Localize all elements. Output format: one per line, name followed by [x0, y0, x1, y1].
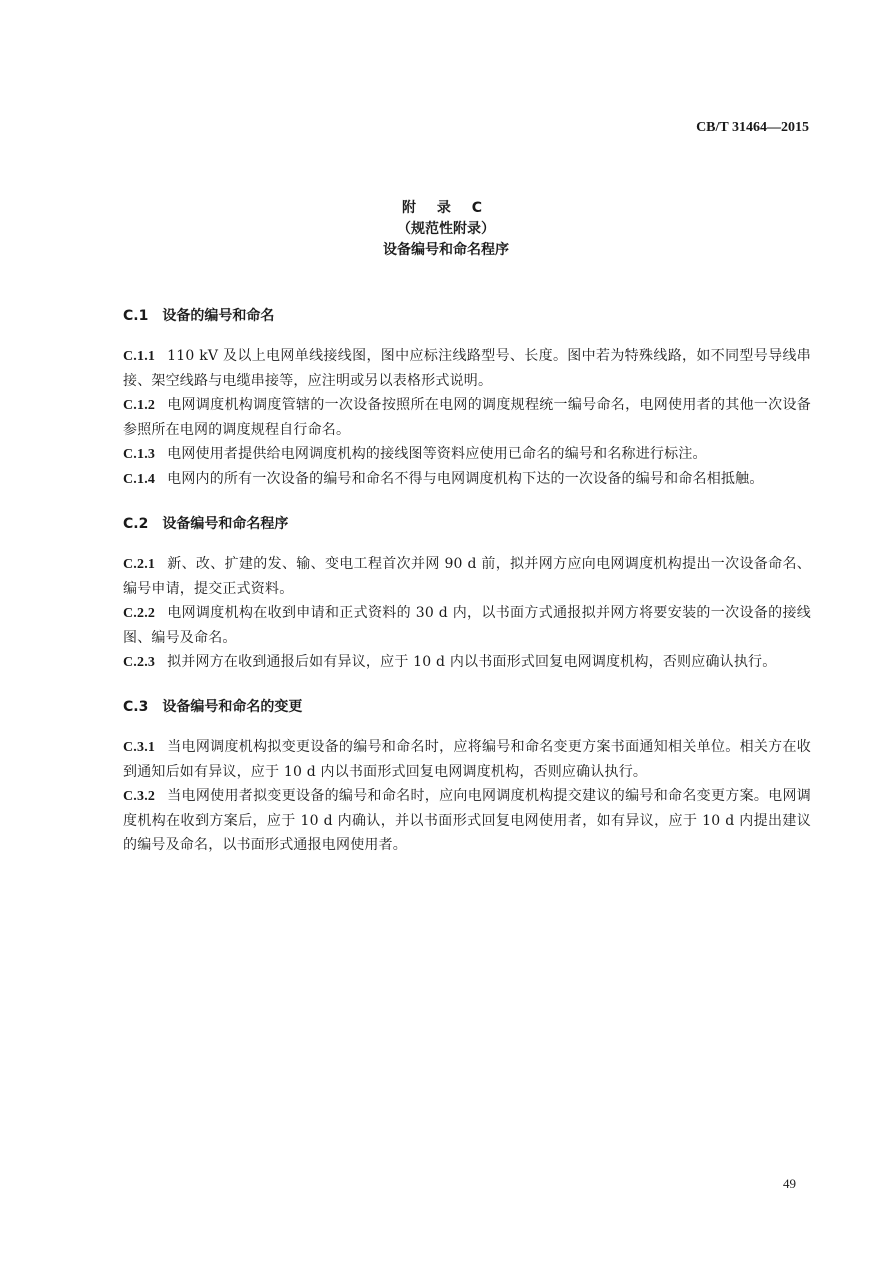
- section-number: C.3: [123, 699, 149, 715]
- standard-code: CB/T 31464—2015: [696, 120, 809, 135]
- clause: [123, 601, 811, 650]
- clause: [123, 344, 811, 393]
- section-number: C.1: [123, 308, 149, 324]
- clause-text: 当电网调度机构拟变更设备的编号和命名时，应将编号和命名变更方案书面通知相关单位。相关方在收到通知后如有异议，应于 10 d 内以书面形式回复电网调度机构，否则应确认执行。: [123, 739, 811, 780]
- clause: [123, 735, 811, 784]
- section-heading: [123, 305, 811, 327]
- clause-text: 电网内的所有一次设备的编号和命名不得与电网调度机构下达的一次设备的编号和命名相抵触。: [167, 471, 764, 487]
- clause-text: 新、改、扩建的发、输、变电工程首次并网 90 d 前，拟并网方应向电网调度机构提出一次设备命名、编号申请，提交正式资料。: [123, 556, 811, 597]
- clause: [123, 393, 811, 442]
- clause-number: C.1.4: [123, 472, 156, 487]
- clause: [123, 442, 811, 467]
- section: [123, 696, 811, 857]
- clause-number: C.3.2: [123, 789, 156, 804]
- annex-subtitle: 设备编号和命名程序: [383, 242, 509, 258]
- document-body: [123, 305, 811, 878]
- clause-number: C.2.1: [123, 557, 156, 572]
- section-heading: [123, 696, 811, 718]
- annex-title: 附 录 C: [401, 200, 491, 216]
- clause: [123, 784, 811, 857]
- clause-text: 拟并网方在收到通报后如有异议，应于 10 d 内以书面形式回复电网调度机构，否则应确认执行。: [167, 654, 777, 670]
- page-number: 49: [783, 1176, 796, 1191]
- section: [123, 513, 811, 675]
- clause-text: 电网调度机构调度管辖的一次设备按照所在电网的调度规程统一编号命名，电网使用者的其他一次设备参照所在电网的调度规程自行命名。: [123, 397, 811, 438]
- clause-number: C.2.3: [123, 655, 156, 670]
- annex-heading: [0, 198, 892, 261]
- clause-number: C.1.3: [123, 447, 156, 462]
- clause-text: 当电网使用者拟变更设备的编号和命名时，应向电网调度机构提交建议的编号和命名变更方案。电网调度机构在收到方案后，应于 10 d 内确认，并以书面形式回复电网使用者，如有异议，应于 10 d 内提出建议的编号及命名，以书面形式通报电网使用者。: [123, 788, 811, 853]
- annex-type: （规范性附录）: [397, 221, 495, 237]
- clause-text: 电网调度机构在收到申请和正式资料的 30 d 内，以书面方式通报拟并网方将要安装的一次设备的接线图、编号及命名。: [123, 605, 811, 646]
- clause: [123, 552, 811, 601]
- clause: [123, 650, 811, 675]
- clause-number: C.3.1: [123, 740, 156, 755]
- clause-number: C.1.2: [123, 398, 156, 413]
- clause-text: 110 kV 及以上电网单线接线图，图中应标注线路型号、长度。图中若为特殊线路，如不同型号导线串接、架空线路与电缆串接等，应注明或另以表格形式说明。: [123, 348, 811, 389]
- section: [123, 305, 811, 492]
- clause: [123, 467, 811, 492]
- section-title: 设备编号和命名的变更: [162, 699, 303, 715]
- section-number: C.2: [123, 516, 149, 532]
- section-title: 设备的编号和命名: [162, 308, 275, 324]
- section-heading: [123, 513, 811, 535]
- clause-text: 电网使用者提供给电网调度机构的接线图等资料应使用已命名的编号和名称进行标注。: [167, 446, 707, 462]
- clause-number: C.2.2: [123, 606, 156, 621]
- section-title: 设备编号和命名程序: [162, 516, 289, 532]
- clause-number: C.1.1: [123, 349, 156, 364]
